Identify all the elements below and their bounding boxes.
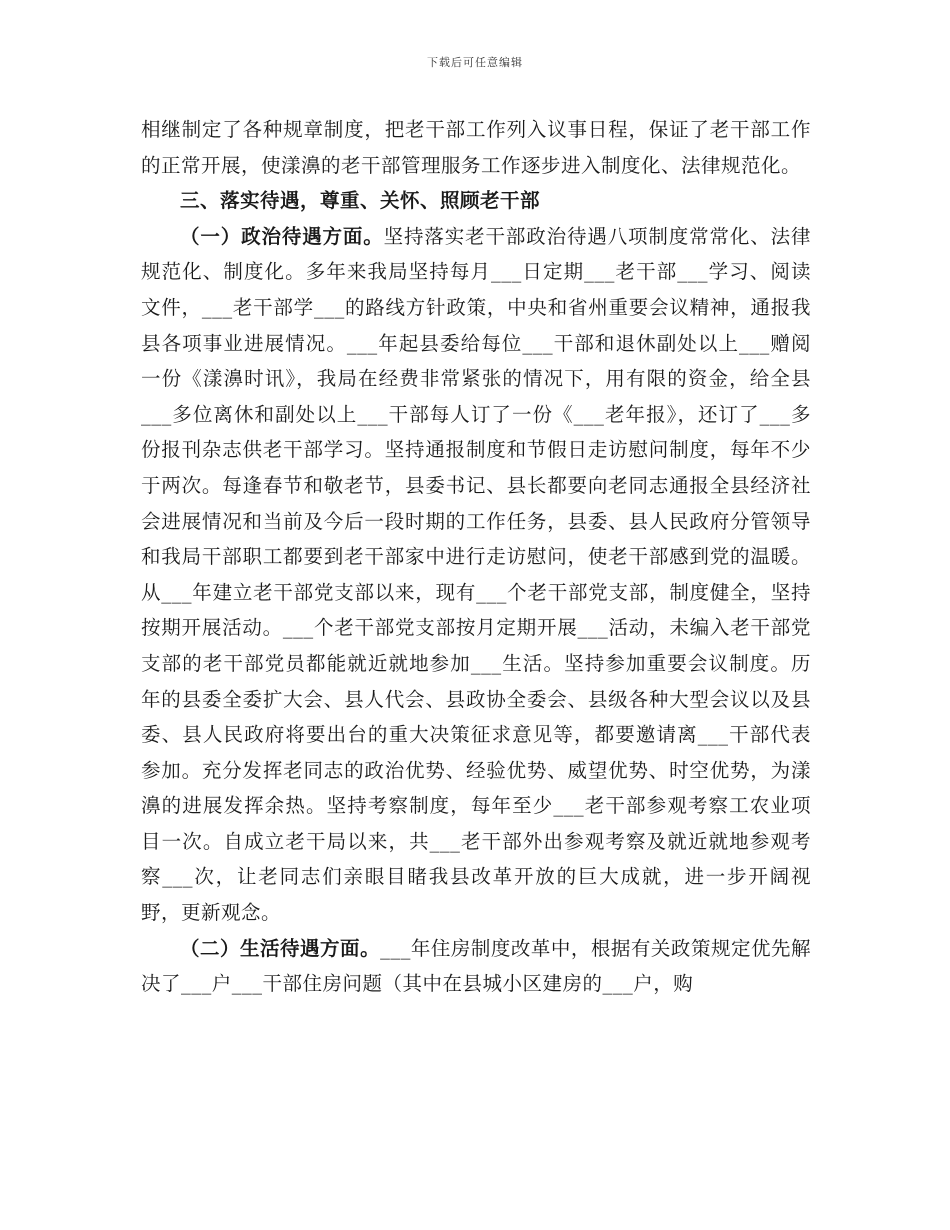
subsection-heading-living: （二）生活待遇方面。 bbox=[180, 936, 381, 960]
living-treatment-paragraph bbox=[141, 931, 811, 1002]
section-heading: 三、落实待遇，尊重、关怀、照顾老干部 bbox=[180, 189, 541, 213]
political-treatment-body: 坚持落实老干部政治待遇八项制度常常化、法律规范化、制度化。多年来我局坚持每月___日定期___老干部___学习、阅读文件，___老干部学___的路线方针政策，中央和省州重要会议精神，通报我县各项事业进展情况。___年起县委给每位___干部和退休副处以上___赠阅一份《漾濞时讯》，我局在经费非常紧张的情况下，用有限的资金，给全县___多位离休和副处以上___干部每人订了一份《___老年报》，还订了___多份报刊杂志供老干部学习。坚持通报制度和节假日走访慰问制度，每年不少于两次。每逢春节和敬老节，县委书记、县长都要向老同志通报全县经济社会进展情况和当前及今后一段时期的工作任务，县委、县人民政府分管领导和我局干部职工都要到老干部家中进行走访慰问，使老干部感到党的温暖。从___年建立老干部党支部以来，现有___个老干部党支部，制度健全，坚持按期开展活动。___个老干部党支部按月定期开展___活动，未编入老干部党支部的老干部党员都能就近就地参加___生活。坚持参加重要会议制度。历年的县委全委扩大会、县人代会、县政协全委会、县级各种大型会议以及县委、县人民政府将要出台的重大决策征求意见等，都要邀请离___干部代表参加。充分发挥老同志的政治优势、经验优势、威望优势、时空优势，为漾濞的进展发挥余热。坚持考察制度，每年至少___老干部参观考察工农业项目一次。自成立老干局以来，共___老干部外出参观考察及就近就地参观考察___次，让老同志们亲眼目睹我县改革开放的巨大成就，进一步开阔视野，更新观念。 bbox=[141, 224, 811, 925]
document-body bbox=[141, 112, 811, 1002]
political-treatment-paragraph bbox=[141, 219, 811, 931]
living-treatment-body: ___年住房制度改革中，根据有关政策规定优先解决了___户___干部住房问题（其中在县城小区建房的___户，购 bbox=[141, 936, 811, 996]
subsection-heading-political: （一）政治待遇方面。 bbox=[180, 224, 384, 248]
page-header-note: 下载后可任意编辑 bbox=[427, 56, 523, 69]
continuation-paragraph: 相继制定了各种规章制度，把老干部工作列入议事日程，保证了老干部工作的正常开展，使漾濞的老干部管理服务工作逐步进入制度化、法律规范化。 bbox=[141, 118, 811, 177]
